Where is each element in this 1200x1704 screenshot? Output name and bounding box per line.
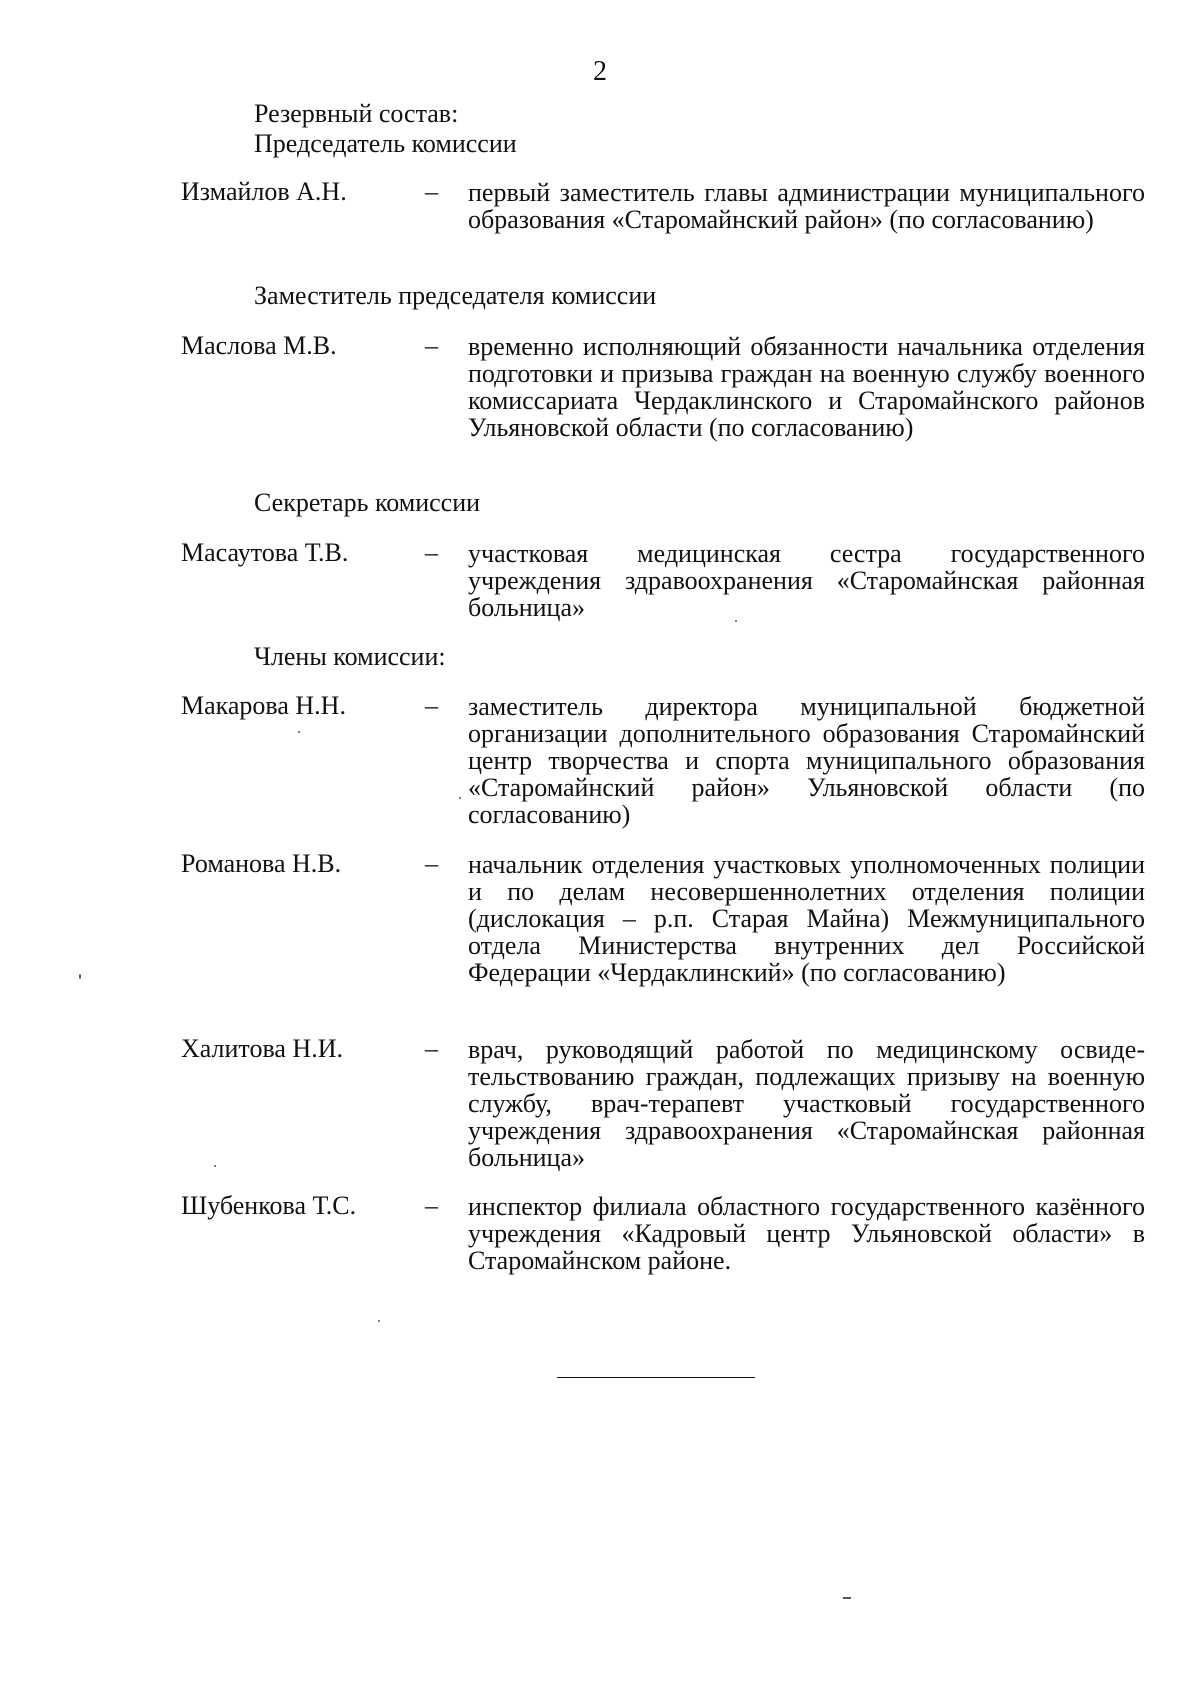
- scan-speck: [843, 1597, 851, 1599]
- section-chairman: Председатель комиссии: [254, 129, 517, 158]
- member-dash: –: [425, 691, 438, 720]
- member-role: инспектор филиала областного государственного казённого учреждения «Кадровый центр Ульяновской области» в Старомайнском районе.: [468, 1192, 1145, 1275]
- scan-speck: [459, 797, 461, 799]
- page-number: 2: [593, 56, 607, 87]
- member-role: первый заместитель главы администрации муниципального образования «Старомайнский район» (по согласованию): [468, 178, 1145, 234]
- member-dash: –: [425, 849, 438, 878]
- section-deputy: Заместитель председателя комиссии: [254, 281, 657, 310]
- scan-speck: [214, 1165, 216, 1167]
- end-rule: [557, 1377, 755, 1378]
- member-role: временно исполняющий обязанности начальника отделения подготовки и призыва граждан на военную службу военного комиссариата Чердаклинского и Старомайнского районов Ульяновской области (по согласованию): [468, 332, 1145, 442]
- member-name: Масаутова Т.В.: [181, 538, 349, 567]
- scan-speck: [298, 731, 300, 733]
- member-dash: –: [425, 538, 438, 567]
- section-members: Члены комиссии:: [254, 642, 446, 671]
- member-role: участковая медицинская сестра государственного учреждения здравоохранения «Старомайнская районная больница»: [468, 539, 1145, 622]
- scan-speck: [735, 620, 737, 622]
- member-name: Халитова Н.И.: [181, 1034, 343, 1063]
- member-role: заместитель директора муниципальной бюджетной организации дополнительного образования Старомайнский центр творчества и спорта муниципального образования «Старомайнский район» Ульяновской области (по согласованию): [468, 692, 1145, 829]
- member-name: Макарова Н.Н.: [181, 691, 346, 720]
- member-name: Измайлов А.Н.: [181, 177, 347, 206]
- member-dash: –: [425, 1191, 438, 1220]
- section-secretary: Секретарь комиссии: [254, 488, 481, 517]
- member-name: Романова Н.В.: [181, 849, 342, 878]
- member-dash: –: [425, 177, 438, 206]
- scan-speck: [79, 974, 81, 979]
- member-role: врач, руководящий работой по медицинскому освидетельствованию граждан, подлежащих призыву на военную службу, врач-терапевт участковый государственного учреждения здравоохранения «Старомайнская районная больница»: [468, 1035, 1145, 1172]
- member-dash: –: [425, 1034, 438, 1063]
- member-name: Маслова М.В.: [181, 331, 337, 360]
- member-role: начальник отделения участковых уполномоченных полиции и по делам несовершеннолетних отделения полиции (дислокация – р.п. Старая Майна) Межмуниципального отдела Министерства внутренних дел Российской Федерации «Чердаклинский» (по согласованию): [468, 850, 1145, 987]
- reserve-heading: Резервный состав:: [254, 99, 459, 128]
- member-dash: –: [425, 331, 438, 360]
- member-name: Шубенкова Т.С.: [181, 1191, 357, 1220]
- scan-speck: [378, 1320, 380, 1322]
